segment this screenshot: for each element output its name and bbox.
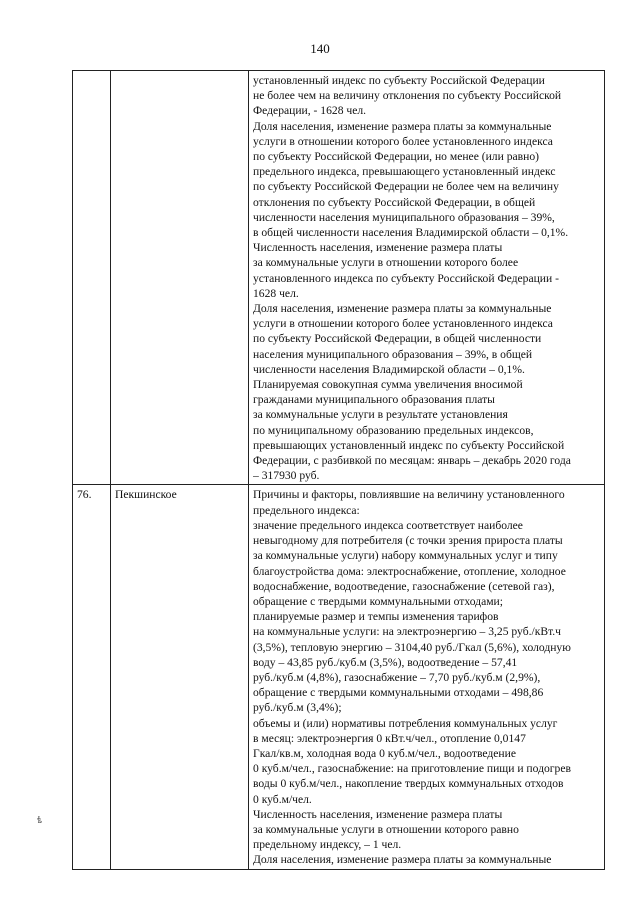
text-line: Численность населения, изменение размера платы [253,807,503,821]
text-line: Численность населения, изменение размера платы [253,241,503,255]
text-line: руб./куб.м (3,4%); [253,701,342,715]
text-line: руб./куб.м (4,8%), газоснабжение – 7,70 руб./куб.м (2,9%), [253,670,541,684]
text-line: (3,5%), тепловую энергию – 3104,40 руб./Гкал (5,6%), холодную [253,640,571,654]
text-line: Доля населения, изменение размера платы за коммунальные [253,853,552,867]
text-line: водоснабжение, водоотведение, газоснабжение (сетевой газ), [253,579,555,593]
text-line: за коммунальные услуги в отношении которого равно [253,822,519,836]
description-cell [249,71,605,485]
text-line: численности населения муниципального образования – 39%, [253,210,555,224]
text-line: Причины и факторы, повлиявшие на величину установленного [253,488,565,502]
text-line: Федерации, - 1628 чел. [253,104,367,118]
description-text [249,71,604,484]
text-line: Федерации, с разбивкой по месяцам: январь – декабрь 2020 года [253,454,571,468]
row-number-cell [73,485,111,869]
text-line: численности населения Владимирской области – 0,1%. [253,362,525,376]
text-line: установленного индекса по субъекту Российской Федерации - [253,271,559,285]
text-line: предельного индекса, превышающего установленный индекс [253,165,556,179]
text-line: превышающих установленный индекс по субъекту Российской [253,438,565,452]
text-line: 0 куб.м/чел. [253,792,312,806]
table-row-continued [73,71,605,485]
description-text [249,485,604,868]
text-line: в общей численности населения Владимирской области – 0,1%. [253,226,569,240]
text-line: установленный индекс по субъекту Российской Федерации [253,74,545,87]
text-line: обращение с твердыми коммунальными отходами; [253,594,503,608]
text-line: отклонения по субъекту Российской Федерации, в общей [253,195,536,209]
row-number-cell [73,71,111,485]
page-number: 140 [310,41,330,56]
text-line: благоустройства дома: электроснабжение, отопление, холодное [253,564,566,578]
text-line: 1628 чел. [253,286,299,300]
municipality-name-cell [111,485,249,869]
text-line: обращение с твердыми коммунальными отходами – 498,86 [253,686,544,700]
table-row-76 [73,485,605,869]
text-line: по муниципальному образованию предельных индексов, [253,423,534,437]
text-line: Доля населения, изменение размера платы за коммунальные [253,119,552,133]
text-line: объемы и (или) нормативы потребления коммунальных услуг [253,716,558,730]
text-line: услуги в отношении которого более установленного индекса [253,317,553,331]
text-line: Планируемая совокупная сумма увеличения вносимой [253,378,523,392]
text-line: не более чем на величину отклонения по субъекту Российской [253,89,562,103]
text-line: за коммунальные услуги) набору коммунальных услуг и типу [253,549,558,563]
municipality-name-cell [111,71,249,485]
row-number: 76. [77,488,92,502]
scan-mark: ѣ [37,815,42,825]
text-line: значение предельного индекса соответствует наиболее [253,518,523,532]
text-line: планируемые размер и темпы изменения тарифов [253,610,499,624]
municipal-index-table [72,70,605,870]
text-line: предельному индексу, – 1 чел. [253,838,402,852]
description-cell [249,485,605,869]
text-line: за коммунальные услуги в результате установления [253,408,508,422]
text-line: услуги в отношении которого более установленного индекса [253,134,553,148]
text-line: гражданами муниципального образования платы [253,393,495,407]
text-line: – 317930 руб. [253,469,320,483]
text-line: невыгодному для потребителя (с точки зрения прироста платы [253,534,563,548]
text-line: предельного индекса: [253,503,360,517]
text-line: воду – 43,85 руб./куб.м (3,5%), водоотведение – 57,41 [253,655,518,669]
text-line: населения муниципального образования – 39%, в общей [253,347,533,361]
text-line: по субъекту Российской Федерации, в общей численности [253,332,542,346]
text-line: за коммунальные услуги в отношении которого более [253,256,519,270]
text-line: Гкал/кв.м, холодная вода 0 куб.м/чел., водоотведение [253,746,516,760]
text-line: по субъекту Российской Федерации не более чем на величину [253,180,559,194]
text-line: в месяц: электроэнергия 0 кВт.ч/чел., отопление 0,0147 [253,731,526,745]
text-line: на коммунальные услуги: на электроэнергию – 3,25 руб./кВт.ч [253,625,561,639]
text-line: Доля населения, изменение размера платы за коммунальные [253,302,552,316]
municipality-name: Пекшинское [115,488,177,502]
text-line: по субъекту Российской Федерации, но менее (или равно) [253,150,539,164]
text-line: воды 0 куб.м/чел., накопление твердых коммунальных отходов [253,777,564,791]
text-line: 0 куб.м/чел., газоснабжение: на приготовление пищи и подогрев [253,762,571,776]
